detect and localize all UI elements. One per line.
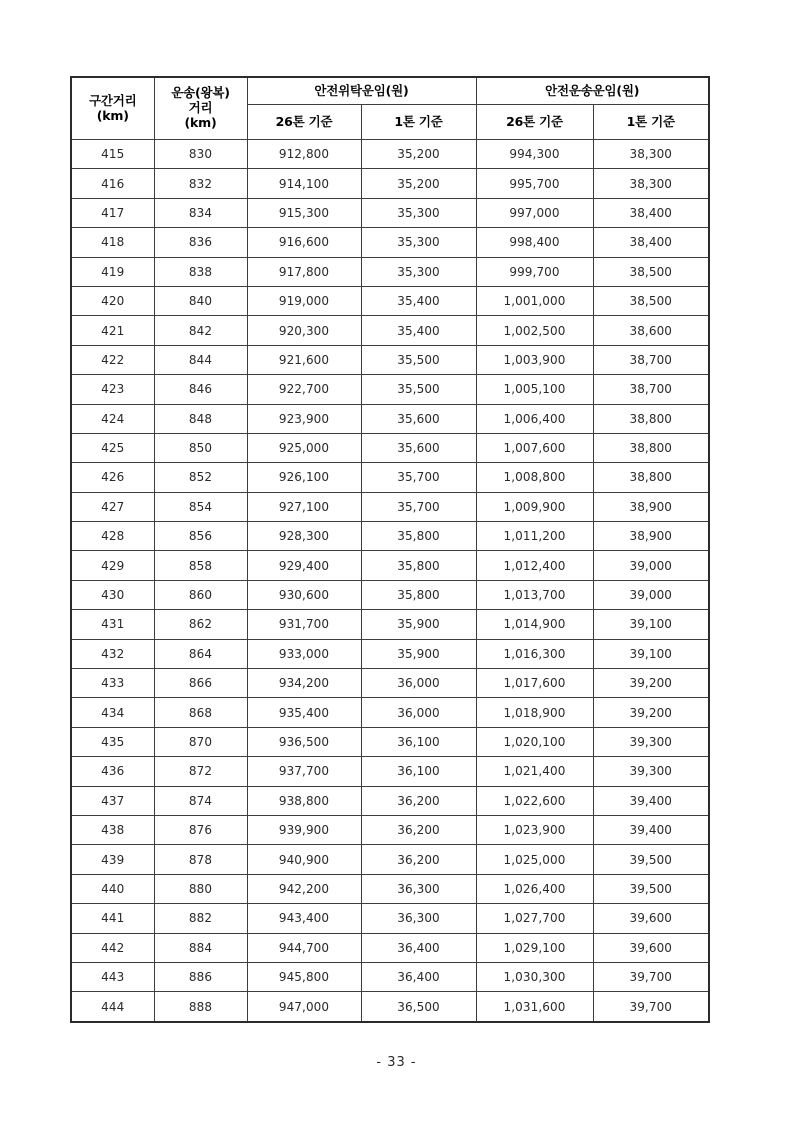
table-row <box>71 757 709 786</box>
cell-consignment-1ton: 35,600 <box>361 433 476 462</box>
cell-segment-distance: 439 <box>71 845 154 874</box>
safe-rate-table <box>70 76 710 1023</box>
cell-trip-distance: 884 <box>154 933 247 962</box>
cell-transport-26ton: 1,001,000 <box>476 286 593 315</box>
cell-segment-distance: 438 <box>71 815 154 844</box>
cell-transport-1ton: 38,700 <box>593 375 709 404</box>
cell-segment-distance: 444 <box>71 992 154 1022</box>
cell-trip-distance: 842 <box>154 316 247 345</box>
column-header-consignment-1ton: 1톤 기준 <box>361 105 476 140</box>
cell-consignment-1ton: 36,000 <box>361 698 476 727</box>
cell-trip-distance: 878 <box>154 845 247 874</box>
cell-segment-distance: 443 <box>71 962 154 991</box>
cell-consignment-1ton: 35,500 <box>361 375 476 404</box>
cell-transport-1ton: 39,100 <box>593 610 709 639</box>
cell-consignment-26ton: 939,900 <box>247 815 361 844</box>
cell-consignment-26ton: 934,200 <box>247 669 361 698</box>
cell-consignment-26ton: 940,900 <box>247 845 361 874</box>
cell-consignment-26ton: 927,100 <box>247 492 361 521</box>
cell-transport-26ton: 1,031,600 <box>476 992 593 1022</box>
cell-consignment-1ton: 36,500 <box>361 992 476 1022</box>
cell-segment-distance: 421 <box>71 316 154 345</box>
cell-segment-distance: 427 <box>71 492 154 521</box>
table-row <box>71 669 709 698</box>
cell-consignment-1ton: 35,300 <box>361 228 476 257</box>
cell-transport-1ton: 38,300 <box>593 140 709 169</box>
cell-trip-distance: 856 <box>154 522 247 551</box>
cell-transport-1ton: 38,800 <box>593 433 709 462</box>
cell-segment-distance: 436 <box>71 757 154 786</box>
column-header-segment-distance <box>71 77 154 140</box>
cell-segment-distance: 420 <box>71 286 154 315</box>
cell-consignment-26ton: 930,600 <box>247 580 361 609</box>
cell-trip-distance: 858 <box>154 551 247 580</box>
cell-transport-26ton: 999,700 <box>476 257 593 286</box>
cell-transport-26ton: 1,002,500 <box>476 316 593 345</box>
cell-trip-distance: 868 <box>154 698 247 727</box>
cell-trip-distance: 866 <box>154 669 247 698</box>
table-row <box>71 815 709 844</box>
cell-segment-distance: 415 <box>71 140 154 169</box>
cell-segment-distance: 434 <box>71 698 154 727</box>
cell-trip-distance: 860 <box>154 580 247 609</box>
cell-segment-distance: 433 <box>71 669 154 698</box>
table-row <box>71 933 709 962</box>
cell-consignment-26ton: 929,400 <box>247 551 361 580</box>
table-row <box>71 727 709 756</box>
cell-transport-1ton: 38,600 <box>593 316 709 345</box>
cell-transport-1ton: 38,900 <box>593 492 709 521</box>
cell-trip-distance: 862 <box>154 610 247 639</box>
cell-consignment-1ton: 35,700 <box>361 492 476 521</box>
cell-transport-1ton: 38,400 <box>593 198 709 227</box>
table-row <box>71 140 709 169</box>
cell-consignment-1ton: 35,800 <box>361 551 476 580</box>
table-header-row-groups <box>71 77 709 105</box>
trip-distance-line1: 운송(왕복) <box>171 85 230 101</box>
cell-transport-26ton: 1,027,700 <box>476 904 593 933</box>
table-row <box>71 962 709 991</box>
cell-transport-26ton: 1,008,800 <box>476 463 593 492</box>
cell-consignment-26ton: 919,000 <box>247 286 361 315</box>
cell-transport-26ton: 994,300 <box>476 140 593 169</box>
cell-consignment-1ton: 35,400 <box>361 286 476 315</box>
cell-transport-26ton: 1,021,400 <box>476 757 593 786</box>
cell-transport-26ton: 1,022,600 <box>476 786 593 815</box>
cell-consignment-26ton: 931,700 <box>247 610 361 639</box>
cell-transport-1ton: 38,700 <box>593 345 709 374</box>
cell-consignment-1ton: 35,400 <box>361 316 476 345</box>
table-body <box>71 140 709 1022</box>
cell-consignment-1ton: 35,900 <box>361 610 476 639</box>
cell-trip-distance: 850 <box>154 433 247 462</box>
cell-trip-distance: 888 <box>154 992 247 1022</box>
page-footer: - 33 - <box>376 1055 417 1070</box>
cell-consignment-26ton: 921,600 <box>247 345 361 374</box>
table-row <box>71 316 709 345</box>
cell-trip-distance: 830 <box>154 140 247 169</box>
cell-transport-1ton: 39,500 <box>593 845 709 874</box>
cell-segment-distance: 425 <box>71 433 154 462</box>
trip-distance-line3: (km) <box>184 114 217 130</box>
cell-segment-distance: 440 <box>71 874 154 903</box>
cell-transport-26ton: 1,029,100 <box>476 933 593 962</box>
cell-transport-26ton: 1,016,300 <box>476 639 593 668</box>
cell-trip-distance: 848 <box>154 404 247 433</box>
cell-consignment-26ton: 916,600 <box>247 228 361 257</box>
segment-distance-line1: 구간거리 <box>88 92 137 108</box>
cell-trip-distance: 872 <box>154 757 247 786</box>
table-row <box>71 169 709 198</box>
cell-consignment-1ton: 36,000 <box>361 669 476 698</box>
cell-segment-distance: 426 <box>71 463 154 492</box>
cell-consignment-1ton: 36,200 <box>361 815 476 844</box>
cell-transport-26ton: 1,009,900 <box>476 492 593 521</box>
cell-consignment-26ton: 935,400 <box>247 698 361 727</box>
cell-transport-1ton: 38,500 <box>593 286 709 315</box>
cell-consignment-26ton: 928,300 <box>247 522 361 551</box>
cell-consignment-1ton: 36,300 <box>361 904 476 933</box>
column-header-transport-1ton: 1톤 기준 <box>593 105 709 140</box>
cell-consignment-26ton: 925,000 <box>247 433 361 462</box>
cell-trip-distance: 846 <box>154 375 247 404</box>
cell-trip-distance: 880 <box>154 874 247 903</box>
cell-consignment-26ton: 945,800 <box>247 962 361 991</box>
cell-trip-distance: 838 <box>154 257 247 286</box>
cell-transport-1ton: 38,300 <box>593 169 709 198</box>
table-row <box>71 257 709 286</box>
cell-consignment-1ton: 35,700 <box>361 463 476 492</box>
cell-consignment-26ton: 920,300 <box>247 316 361 345</box>
cell-segment-distance: 437 <box>71 786 154 815</box>
cell-transport-1ton: 38,500 <box>593 257 709 286</box>
cell-transport-1ton: 39,700 <box>593 992 709 1022</box>
cell-transport-1ton: 39,200 <box>593 669 709 698</box>
cell-consignment-1ton: 36,200 <box>361 845 476 874</box>
cell-segment-distance: 422 <box>71 345 154 374</box>
table-row <box>71 433 709 462</box>
cell-segment-distance: 417 <box>71 198 154 227</box>
table-row <box>71 463 709 492</box>
cell-consignment-26ton: 923,900 <box>247 404 361 433</box>
cell-transport-26ton: 1,018,900 <box>476 698 593 727</box>
cell-transport-26ton: 1,012,400 <box>476 551 593 580</box>
table-row <box>71 845 709 874</box>
table-row <box>71 992 709 1022</box>
cell-segment-distance: 431 <box>71 610 154 639</box>
cell-transport-1ton: 38,800 <box>593 463 709 492</box>
table-row <box>71 610 709 639</box>
cell-consignment-1ton: 35,300 <box>361 198 476 227</box>
cell-consignment-1ton: 35,900 <box>361 639 476 668</box>
table-row <box>71 551 709 580</box>
cell-consignment-1ton: 35,200 <box>361 140 476 169</box>
table-row <box>71 639 709 668</box>
cell-trip-distance: 864 <box>154 639 247 668</box>
cell-transport-1ton: 39,000 <box>593 551 709 580</box>
table-row <box>71 286 709 315</box>
cell-segment-distance: 423 <box>71 375 154 404</box>
table-row <box>71 522 709 551</box>
cell-segment-distance: 432 <box>71 639 154 668</box>
cell-trip-distance: 876 <box>154 815 247 844</box>
table-row <box>71 492 709 521</box>
cell-transport-26ton: 1,003,900 <box>476 345 593 374</box>
cell-trip-distance: 844 <box>154 345 247 374</box>
cell-consignment-26ton: 936,500 <box>247 727 361 756</box>
cell-transport-1ton: 39,400 <box>593 786 709 815</box>
column-header-group-transport-fare: 안전운송운임(원) <box>476 77 709 105</box>
cell-consignment-1ton: 36,400 <box>361 962 476 991</box>
table-row <box>71 904 709 933</box>
cell-segment-distance: 442 <box>71 933 154 962</box>
segment-distance-line2: (km) <box>96 107 129 123</box>
cell-consignment-26ton: 917,800 <box>247 257 361 286</box>
cell-segment-distance: 441 <box>71 904 154 933</box>
column-header-trip-distance <box>154 77 247 140</box>
cell-transport-26ton: 997,000 <box>476 198 593 227</box>
cell-consignment-1ton: 36,200 <box>361 786 476 815</box>
cell-trip-distance: 882 <box>154 904 247 933</box>
cell-transport-1ton: 39,400 <box>593 815 709 844</box>
cell-transport-26ton: 1,007,600 <box>476 433 593 462</box>
cell-trip-distance: 852 <box>154 463 247 492</box>
cell-transport-26ton: 1,017,600 <box>476 669 593 698</box>
cell-transport-1ton: 38,400 <box>593 228 709 257</box>
cell-consignment-1ton: 35,800 <box>361 522 476 551</box>
cell-transport-1ton: 39,300 <box>593 757 709 786</box>
cell-consignment-26ton: 926,100 <box>247 463 361 492</box>
cell-consignment-26ton: 938,800 <box>247 786 361 815</box>
cell-transport-1ton: 38,900 <box>593 522 709 551</box>
cell-transport-26ton: 1,005,100 <box>476 375 593 404</box>
table-row <box>71 404 709 433</box>
table-row <box>71 874 709 903</box>
cell-transport-26ton: 995,700 <box>476 169 593 198</box>
table-row <box>71 228 709 257</box>
cell-segment-distance: 419 <box>71 257 154 286</box>
table-row <box>71 375 709 404</box>
cell-consignment-1ton: 35,800 <box>361 580 476 609</box>
cell-transport-26ton: 1,013,700 <box>476 580 593 609</box>
cell-segment-distance: 428 <box>71 522 154 551</box>
cell-consignment-26ton: 947,000 <box>247 992 361 1022</box>
cell-trip-distance: 834 <box>154 198 247 227</box>
cell-transport-1ton: 39,000 <box>593 580 709 609</box>
cell-consignment-1ton: 36,300 <box>361 874 476 903</box>
cell-segment-distance: 418 <box>71 228 154 257</box>
cell-transport-1ton: 39,500 <box>593 874 709 903</box>
cell-consignment-1ton: 35,500 <box>361 345 476 374</box>
cell-consignment-1ton: 36,400 <box>361 933 476 962</box>
cell-consignment-26ton: 915,300 <box>247 198 361 227</box>
cell-trip-distance: 874 <box>154 786 247 815</box>
cell-segment-distance: 430 <box>71 580 154 609</box>
cell-transport-26ton: 1,026,400 <box>476 874 593 903</box>
table-row <box>71 786 709 815</box>
cell-transport-1ton: 38,800 <box>593 404 709 433</box>
cell-transport-26ton: 1,025,000 <box>476 845 593 874</box>
cell-transport-26ton: 1,023,900 <box>476 815 593 844</box>
cell-segment-distance: 424 <box>71 404 154 433</box>
table-row <box>71 198 709 227</box>
cell-consignment-1ton: 35,300 <box>361 257 476 286</box>
cell-transport-26ton: 1,014,900 <box>476 610 593 639</box>
cell-consignment-1ton: 35,600 <box>361 404 476 433</box>
cell-consignment-26ton: 912,800 <box>247 140 361 169</box>
cell-trip-distance: 886 <box>154 962 247 991</box>
cell-trip-distance: 870 <box>154 727 247 756</box>
cell-segment-distance: 435 <box>71 727 154 756</box>
cell-consignment-26ton: 943,400 <box>247 904 361 933</box>
cell-consignment-1ton: 36,100 <box>361 757 476 786</box>
cell-segment-distance: 416 <box>71 169 154 198</box>
cell-consignment-26ton: 937,700 <box>247 757 361 786</box>
table-header <box>71 77 709 140</box>
table-row <box>71 580 709 609</box>
cell-transport-26ton: 1,011,200 <box>476 522 593 551</box>
column-header-consignment-26ton: 26톤 기준 <box>247 105 361 140</box>
cell-consignment-1ton: 35,200 <box>361 169 476 198</box>
cell-segment-distance: 429 <box>71 551 154 580</box>
cell-consignment-26ton: 914,100 <box>247 169 361 198</box>
cell-transport-26ton: 1,006,400 <box>476 404 593 433</box>
cell-transport-1ton: 39,200 <box>593 698 709 727</box>
table-row <box>71 698 709 727</box>
cell-consignment-26ton: 922,700 <box>247 375 361 404</box>
column-header-transport-26ton: 26톤 기준 <box>476 105 593 140</box>
trip-distance-line2: 거리 <box>188 100 213 116</box>
cell-consignment-1ton: 36,100 <box>361 727 476 756</box>
cell-consignment-26ton: 944,700 <box>247 933 361 962</box>
cell-transport-1ton: 39,600 <box>593 904 709 933</box>
cell-trip-distance: 840 <box>154 286 247 315</box>
cell-trip-distance: 836 <box>154 228 247 257</box>
cell-transport-1ton: 39,700 <box>593 962 709 991</box>
cell-transport-1ton: 39,300 <box>593 727 709 756</box>
cell-trip-distance: 854 <box>154 492 247 521</box>
cell-transport-1ton: 39,600 <box>593 933 709 962</box>
cell-transport-26ton: 998,400 <box>476 228 593 257</box>
cell-transport-1ton: 39,100 <box>593 639 709 668</box>
cell-trip-distance: 832 <box>154 169 247 198</box>
table-row <box>71 345 709 374</box>
cell-transport-26ton: 1,020,100 <box>476 727 593 756</box>
cell-consignment-26ton: 933,000 <box>247 639 361 668</box>
column-header-group-consignment-fare: 안전위탁운임(원) <box>247 77 476 105</box>
cell-transport-26ton: 1,030,300 <box>476 962 593 991</box>
cell-consignment-26ton: 942,200 <box>247 874 361 903</box>
